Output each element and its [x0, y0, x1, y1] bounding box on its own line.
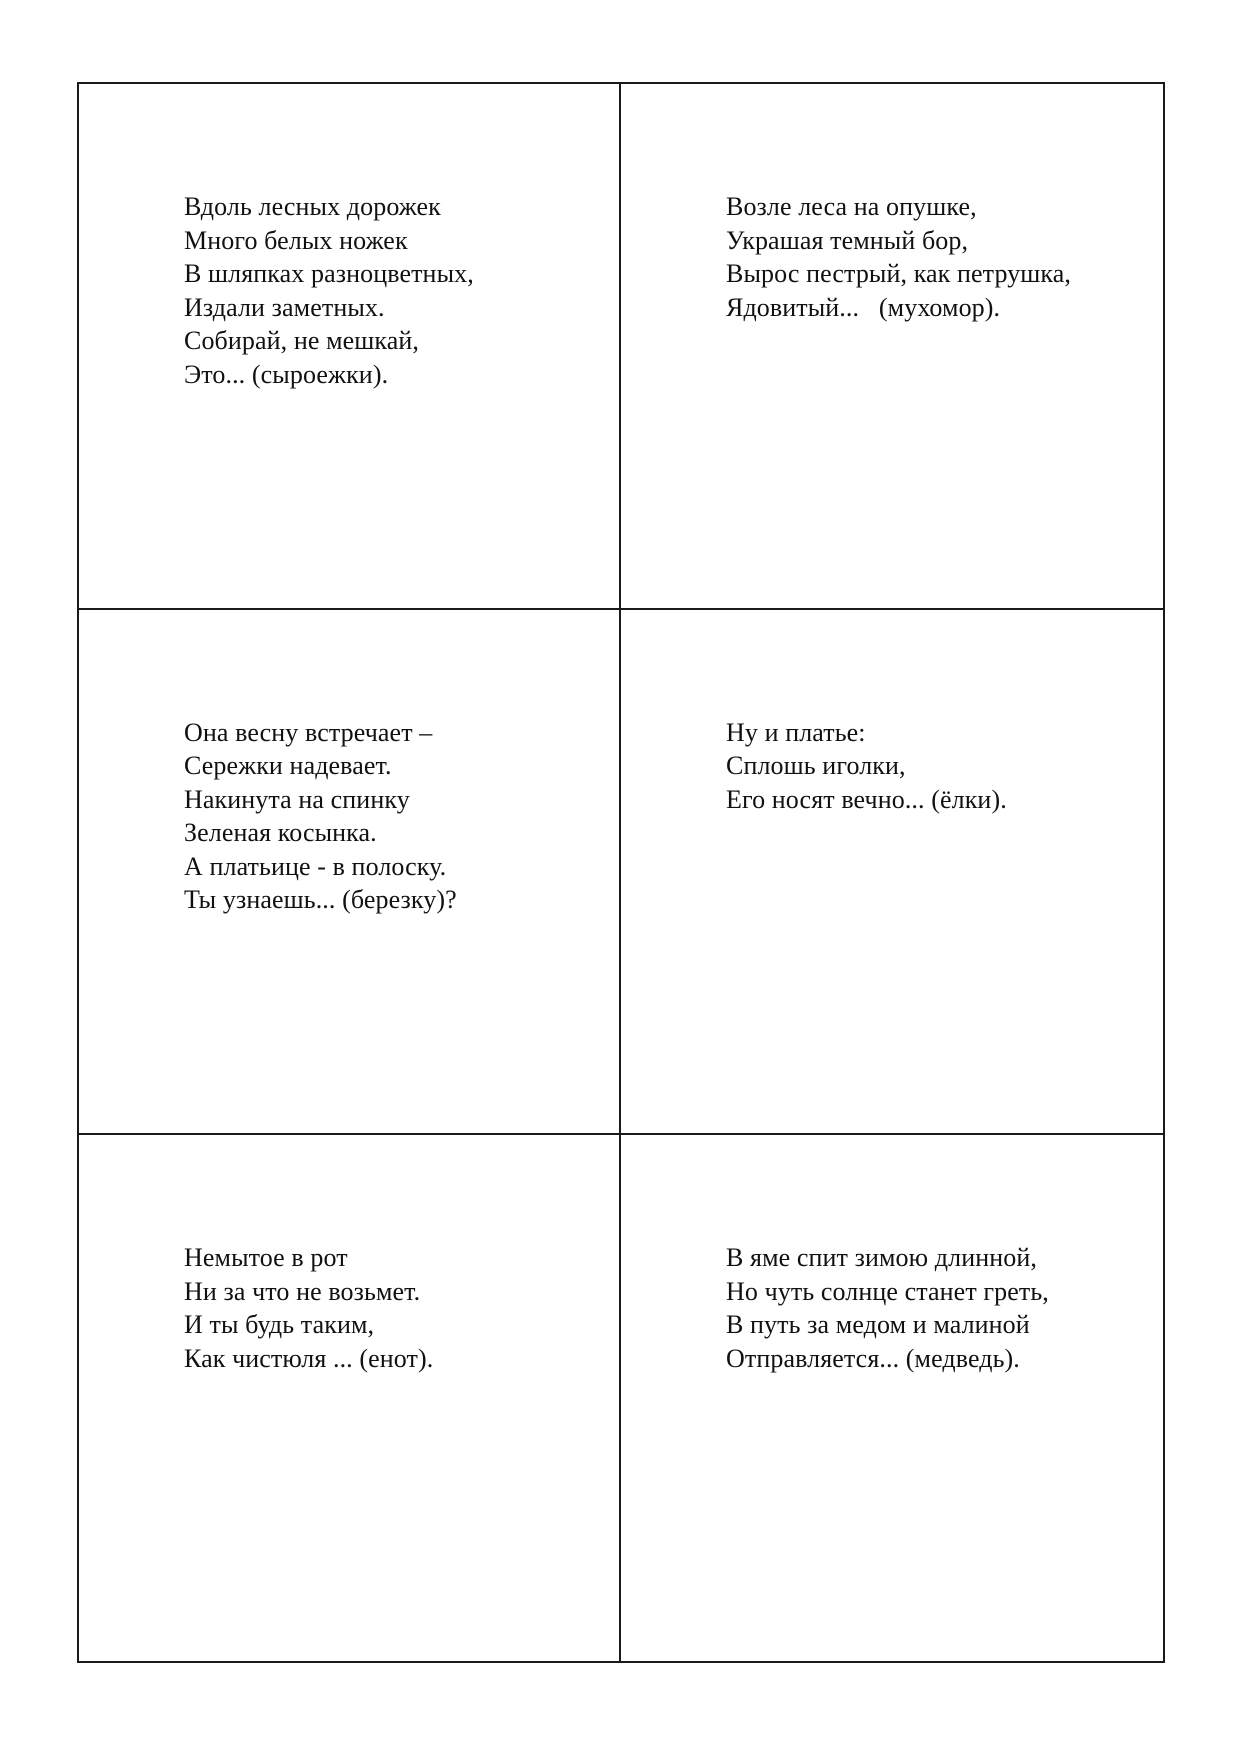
- riddle-line: Это... (сыроежки).: [184, 359, 389, 389]
- riddle-line: Немытое в рот: [184, 1243, 348, 1273]
- riddle-line: Ну и платье:: [726, 717, 866, 747]
- riddle-line: Сплошь иголки,: [726, 751, 906, 781]
- riddle-line: Накинута на спинку: [184, 784, 410, 814]
- riddle-line: Ты узнаешь... (березку)?: [184, 885, 457, 915]
- riddle-line: Его носят вечно... (ёлки).: [726, 784, 1007, 814]
- riddle-line: Вырос пестрый, как петрушка,: [726, 259, 1072, 288]
- riddle-line: Ядовитый... (мухомор).: [726, 292, 1001, 322]
- riddle-line: Издали заметных.: [184, 292, 385, 322]
- riddle-card-birch: [79, 610, 621, 1136]
- riddle-card-raccoon: [79, 1135, 621, 1661]
- riddle-line: В шляпках разноцветных,: [184, 259, 474, 288]
- riddle-line: Зеленая косынка.: [184, 818, 377, 848]
- riddle-line: Сережки надевает.: [184, 751, 392, 781]
- riddle-line: Ни за что не возьмет.: [184, 1276, 421, 1306]
- riddle-line: Но чуть солнце станет греть,: [726, 1276, 1049, 1306]
- riddle-card-mushrooms: [79, 84, 621, 610]
- riddle-text: [726, 1241, 1049, 1375]
- riddle-text: [726, 716, 1007, 817]
- riddle-line: Вдоль лесных дорожек: [184, 192, 441, 221]
- riddle-line: Возле леса на опушке,: [726, 192, 977, 221]
- riddle-cards-sheet: [77, 82, 1165, 1663]
- riddle-card-bear: [621, 1135, 1163, 1661]
- riddle-line: Как чистюля ... (енот).: [184, 1343, 434, 1373]
- riddle-line: Отправляется... (медведь).: [726, 1343, 1020, 1373]
- riddle-text: [184, 716, 457, 917]
- riddle-text: [726, 190, 1071, 324]
- riddle-line: Собирай, не мешкай,: [184, 326, 419, 355]
- riddle-line: В яме спит зимою длинной,: [726, 1243, 1037, 1273]
- riddle-line: Она весну встречает –: [184, 717, 433, 747]
- riddle-line: И ты будь таким,: [184, 1310, 375, 1340]
- riddle-card-fir: [621, 610, 1163, 1136]
- riddle-line: Украшая темный бор,: [726, 225, 969, 255]
- riddle-line: А платьице - в полоску.: [184, 851, 447, 881]
- riddle-text: [184, 1241, 433, 1375]
- riddle-line: Много белых ножек: [184, 225, 408, 255]
- riddle-card-fly-agaric: [621, 84, 1163, 610]
- riddle-text: [184, 190, 474, 391]
- riddle-line: В путь за медом и малиной: [726, 1310, 1030, 1340]
